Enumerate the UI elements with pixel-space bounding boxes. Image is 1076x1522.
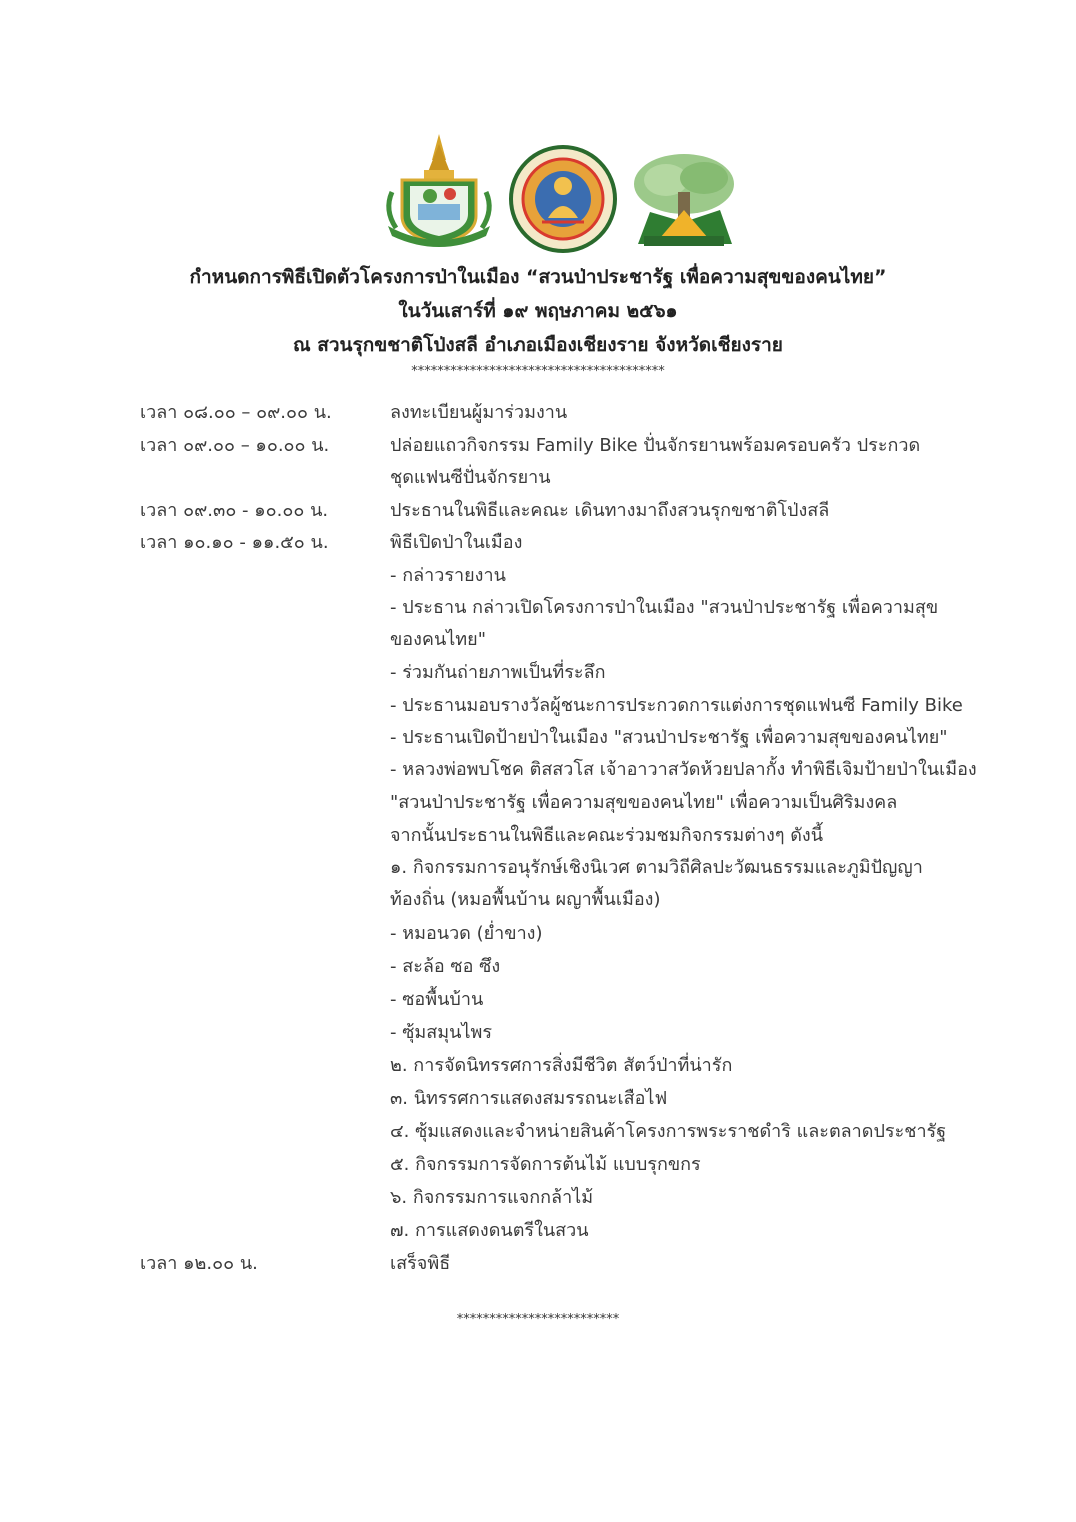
list-item: ๔. ซุ้มแสดงและจำหน่ายสินค้าโครงการพระราชดำริ และตลาดประชารัฐ bbox=[390, 1121, 947, 1142]
department-national-parks-seal bbox=[508, 144, 618, 254]
schedule-time: เวลา ๑๐.๑๐ - ๑๑.๕๐ น. bbox=[140, 532, 329, 553]
list-item: ๓. นิทรรศการแสดงสมรรถนะเสือไฟ bbox=[390, 1088, 668, 1109]
event-date: ในวันเสาร์ที่ ๑๙ พฤษภาคม ๒๕๖๑ bbox=[398, 300, 678, 322]
list-item: ของคนไทย" bbox=[390, 629, 486, 650]
page-title: กำหนดการพิธีเปิดตัวโครงการป่าในเมือง “สวนป่าประชารัฐ เพื่อความสุขของคนไทย” bbox=[189, 266, 887, 288]
schedule-time: เวลา ๑๒.๐๐ น. bbox=[140, 1253, 258, 1274]
list-item: - หลวงพ่อพบโชค ติสสวโส เจ้าอาวาสวัดห้วยปลากั้ง ทำพิธีเจิมป้ายป่าในเมือง bbox=[390, 759, 977, 780]
list-item: - ประธานเปิดป้ายป่าในเมือง "สวนป่าประชารัฐ เพื่อความสุขของคนไทย" bbox=[390, 727, 948, 748]
list-item: - สะล้อ ซอ ซึง bbox=[390, 956, 501, 977]
schedule-line: ลงทะเบียนผู้มาร่วมงาน bbox=[390, 402, 568, 423]
list-item: ๖. กิจกรรมการแจกกล้าไม้ bbox=[390, 1187, 594, 1208]
list-item: - ซอพื้นบ้าน bbox=[390, 989, 484, 1010]
schedule-line: พิธีเปิดป่าในเมือง bbox=[390, 532, 523, 553]
event-venue: ณ สวนรุกขชาติโป่งสลี อำเภอเมืองเชียงราย จังหวัดเชียงราย bbox=[293, 334, 783, 356]
list-item: จากนั้นประธานในพิธีและคณะร่วมชมกิจกรรมต่างๆ ดังนี้ bbox=[390, 825, 824, 846]
list-item: ท้องถิ่น (หมอพื้นบ้าน ผญาพื้นเมือง) bbox=[390, 889, 661, 910]
footer-divider: ************************* bbox=[456, 1312, 620, 1327]
list-item: - ร่วมกันถ่ายภาพเป็นที่ระลึก bbox=[390, 662, 606, 683]
urban-forest-tree-logo bbox=[630, 152, 738, 252]
list-item: - ประธานมอบรางวัลผู้ชนะการประกวดการแต่งการชุดแฟนซี Family Bike bbox=[390, 695, 963, 716]
schedule-line: ประธานในพิธีและคณะ เดินทางมาถึงสวนรุกขชาติโป่งสลี bbox=[390, 500, 830, 521]
list-item: ๑. กิจกรรมการอนุรักษ์เชิงนิเวศ ตามวิถีศิลปะวัฒนธรรมและภูมิปัญญา bbox=[390, 857, 923, 878]
list-item: ๒. การจัดนิทรรศการสิ่งมีชีวิต สัตว์ป่าที่น่ารัก bbox=[390, 1055, 733, 1076]
list-item: - ประธาน กล่าวเปิดโครงการป่าในเมือง "สวนป่าประชารัฐ เพื่อความสุข bbox=[390, 597, 939, 618]
list-item: "สวนป่าประชารัฐ เพื่อความสุขของคนไทย" เพื่อความเป็นศิริมงคล bbox=[390, 792, 898, 813]
schedule-time: เวลา ๐๘.๐๐ – ๐๙.๐๐ น. bbox=[140, 402, 332, 423]
schedule-line: เสร็จพิธี bbox=[390, 1253, 451, 1274]
list-item: - ซุ้มสมุนไพร bbox=[390, 1022, 493, 1043]
schedule-line: ปล่อยแถวกิจกรรม Family Bike ปั่นจักรยานพร้อมครอบครัว ประกวด bbox=[390, 435, 921, 456]
schedule-time: เวลา ๐๙.๐๐ – ๑๐.๐๐ น. bbox=[140, 435, 330, 456]
list-item: - กล่าวรายงาน bbox=[390, 565, 506, 586]
schedule-line: ชุดแฟนซีปั่นจักรยาน bbox=[390, 467, 551, 488]
provincial-emblem-logo bbox=[380, 132, 498, 250]
list-item: ๗. การแสดงดนตรีในสวน bbox=[390, 1220, 589, 1241]
list-item: ๕. กิจกรรมการจัดการต้นไม้ แบบรุกขกร bbox=[390, 1154, 701, 1175]
list-item: - หมอนวด (ย่ำขาง) bbox=[390, 923, 543, 944]
schedule-time: เวลา ๐๙.๓๐ - ๑๐.๐๐ น. bbox=[140, 500, 329, 521]
header-divider: *************************************** bbox=[411, 364, 665, 379]
logo-row bbox=[0, 132, 1076, 252]
